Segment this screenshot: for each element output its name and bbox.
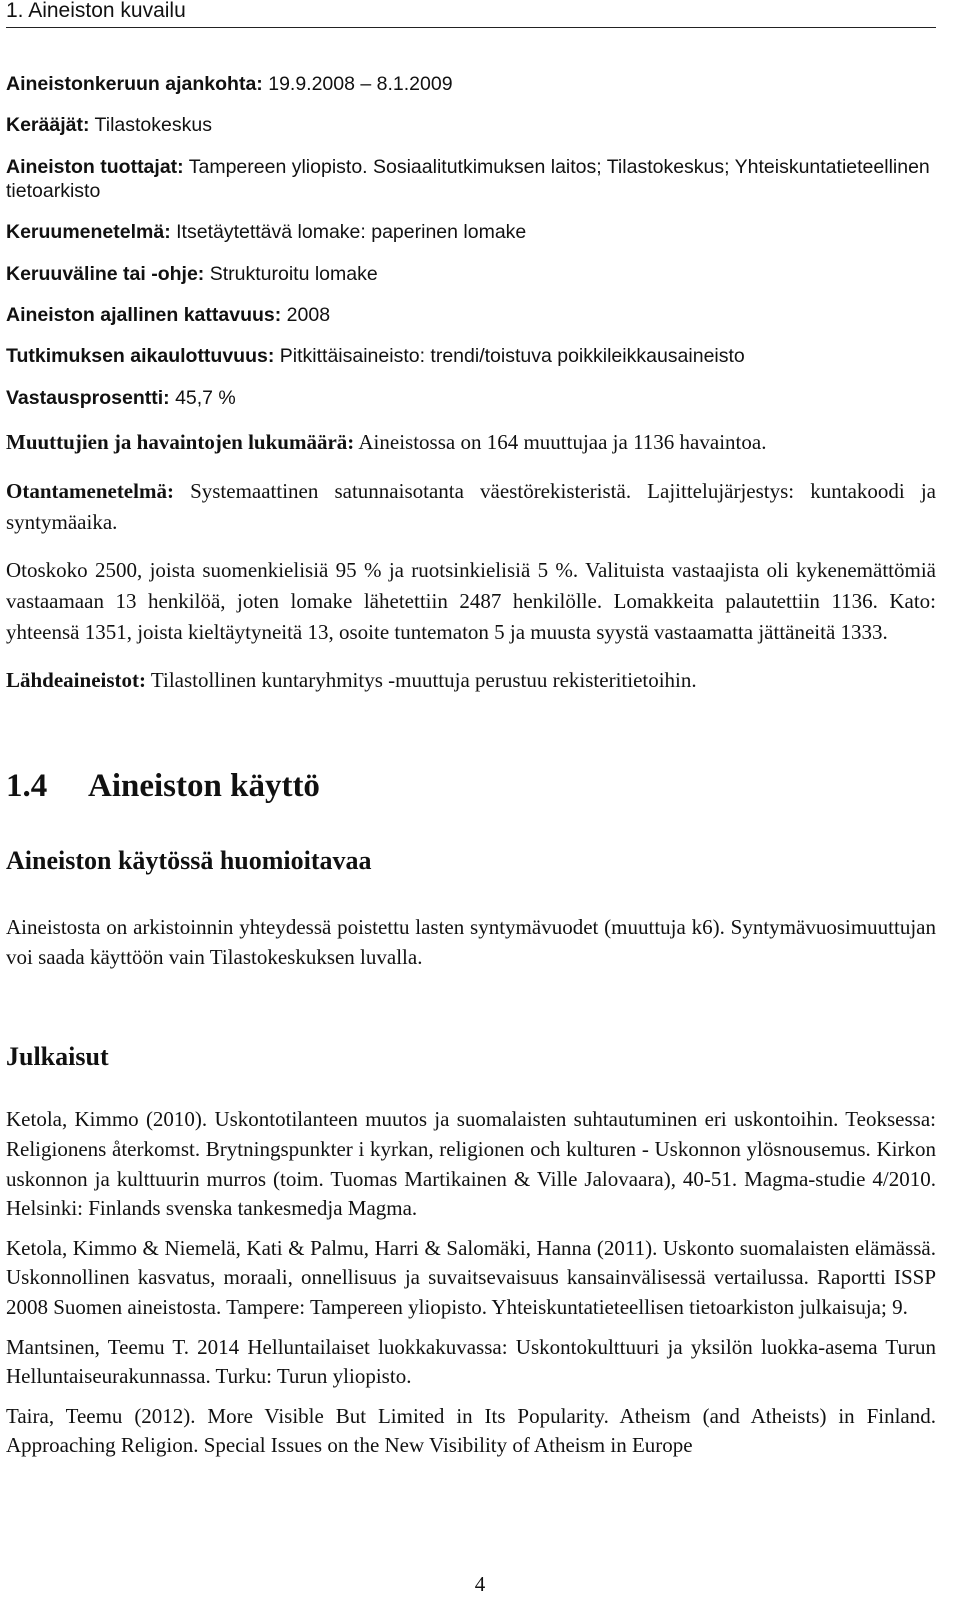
meta-value: Pitkittäisaineisto: trendi/toistuva poikkileikkausaineisto bbox=[279, 345, 745, 368]
meta-label: Keruuväline tai -ohje: bbox=[6, 262, 205, 285]
meta-value: Tampereen yliopisto. Sosiaalitutkimuksen laitos; Tilastokeskus; Yhteiskuntatieteellinen tietoarkisto bbox=[6, 155, 930, 202]
meta-collection-instrument bbox=[6, 262, 936, 286]
meta-collectors bbox=[6, 113, 936, 137]
meta-label: Vastausprosentti: bbox=[6, 386, 170, 409]
publication-item: Taira, Teemu (2012). More Visible But Limited in Its Popularity. Atheism (and Atheists) in Finland. Approaching Religion. Special Issues on the New Visibility of Atheism in Europe bbox=[6, 1403, 936, 1458]
section-header: 1. Aineiston kuvailu bbox=[6, 0, 936, 28]
meta-label: Keruumenetelmä: bbox=[6, 221, 171, 244]
meta-value: 2008 bbox=[286, 303, 331, 326]
meta-producers bbox=[6, 155, 936, 203]
publication-item: Ketola, Kimmo (2010). Uskontotilanteen muutos ja suomalaisten suhtautuminen eri uskontoihin. Teoksessa: Religionens återkomst. Brytningspunkter i kyrkan, religionen och kulturen - Uskonnon ylösnousemus. Kirkon uskonnon ja kulttuurin murros (toim. Tuomas Martikainen & Ville Jalovaara), 40-51. Magma-studie 4/2010. Helsinki: Finlands svenska tankesmedja Magma. bbox=[6, 1107, 936, 1221]
meta-label: Aineiston ajallinen kattavuus: bbox=[6, 303, 282, 326]
meta-sampling-method bbox=[6, 476, 936, 538]
meta-label: Otantamenetelmä: bbox=[6, 478, 174, 503]
section-title: Aineiston käyttö bbox=[88, 768, 320, 805]
document-page bbox=[6, 0, 936, 1471]
meta-value: Itsetäytettävä lomake: paperinen lomake bbox=[176, 221, 527, 244]
metadata-list bbox=[6, 72, 936, 696]
publications-list bbox=[6, 1105, 936, 1461]
meta-response-rate bbox=[6, 386, 936, 410]
meta-label: Muuttujien ja havaintojen lukumäärä: bbox=[6, 430, 355, 455]
publication-item: Mantsinen, Teemu T. 2014 Helluntailaiset luokkakuvassa: Uskontokulttuuri ja yksilön luokka-asema Turun Helluntaiseurakunnassa. Turku: Turun yliopisto. bbox=[6, 1334, 936, 1389]
meta-collection-method bbox=[6, 220, 936, 244]
meta-variable-count bbox=[6, 427, 936, 458]
meta-value: Tilastokeskus bbox=[94, 114, 212, 137]
publication-item: Ketola, Kimmo & Niemelä, Kati & Palmu, Harri & Salomäki, Hanna (2011). Uskonto suomalaisten elämässä. Uskonnollinen kasvatus, moraali, onnellisuus ja suvaitsevaisuus kansainvälisessä vertailussa. Raportti ISSP 2008 Suomen aineistosta. Tampere: Tampereen yliopisto. Yhteiskuntatieteellisen tietoarkiston julkaisuja; 9. bbox=[6, 1235, 936, 1320]
meta-value: 45,7 % bbox=[175, 386, 236, 409]
meta-value: Tilastollinen kuntaryhmitys -muuttuja perustuu rekisteritietoihin. bbox=[150, 668, 697, 693]
meta-value: 19.9.2008 – 8.1.2009 bbox=[268, 73, 453, 95]
meta-sources bbox=[6, 665, 936, 696]
page-number: 4 bbox=[474, 1572, 486, 1596]
meta-label: Aineistonkeruun ajankohta: bbox=[6, 73, 263, 95]
meta-temporal-coverage bbox=[6, 303, 936, 327]
meta-label: Aineiston tuottajat: bbox=[6, 155, 184, 178]
publications-heading: Julkaisut bbox=[6, 1042, 109, 1072]
meta-label: Tutkimuksen aikaulottuvuus: bbox=[6, 345, 275, 368]
section-number: 1.4 bbox=[6, 768, 48, 805]
meta-collection-period bbox=[6, 72, 936, 96]
meta-value: Strukturoitu lomake bbox=[209, 262, 378, 285]
meta-value: Aineistossa on 164 muuttujaa ja 1136 havaintoa. bbox=[358, 430, 767, 455]
meta-label: Lähdeaineistot: bbox=[6, 668, 147, 693]
section-heading bbox=[6, 768, 936, 804]
usage-heading: Aineiston käytössä huomioitavaa bbox=[6, 846, 372, 876]
meta-time-dimension bbox=[6, 344, 936, 368]
meta-value: Systemaattinen satunnaisotanta väestörekisteristä. Lajittelujärjestys: kuntakoodi ja syntymäaika. bbox=[6, 478, 936, 534]
usage-paragraph: Aineistosta on arkistoinnin yhteydessä poistettu lasten syntymävuodet (muuttuja k6). Syntymävuosimuuttujan voi saada käyttöön vain Tilastokeskuksen luvalla. bbox=[6, 915, 936, 969]
sample-description: Otoskoko 2500, joista suomenkielisiä 95 % ja ruotsinkielisiä 5 %. Valituista vastaajista oli kykenemättömiä vastaamaan 13 henkilöä, joten lomake lähetettiin 2487 henkilölle. Lomakkeita palautettiin 1136. Kato: yhteensä 1351, joista kieltäytyneitä 13, osoite tuntematon 5 ja muusta syystä vastaamatta jättäneitä 1333. bbox=[6, 557, 936, 644]
meta-label: Kerääjät: bbox=[6, 114, 90, 137]
